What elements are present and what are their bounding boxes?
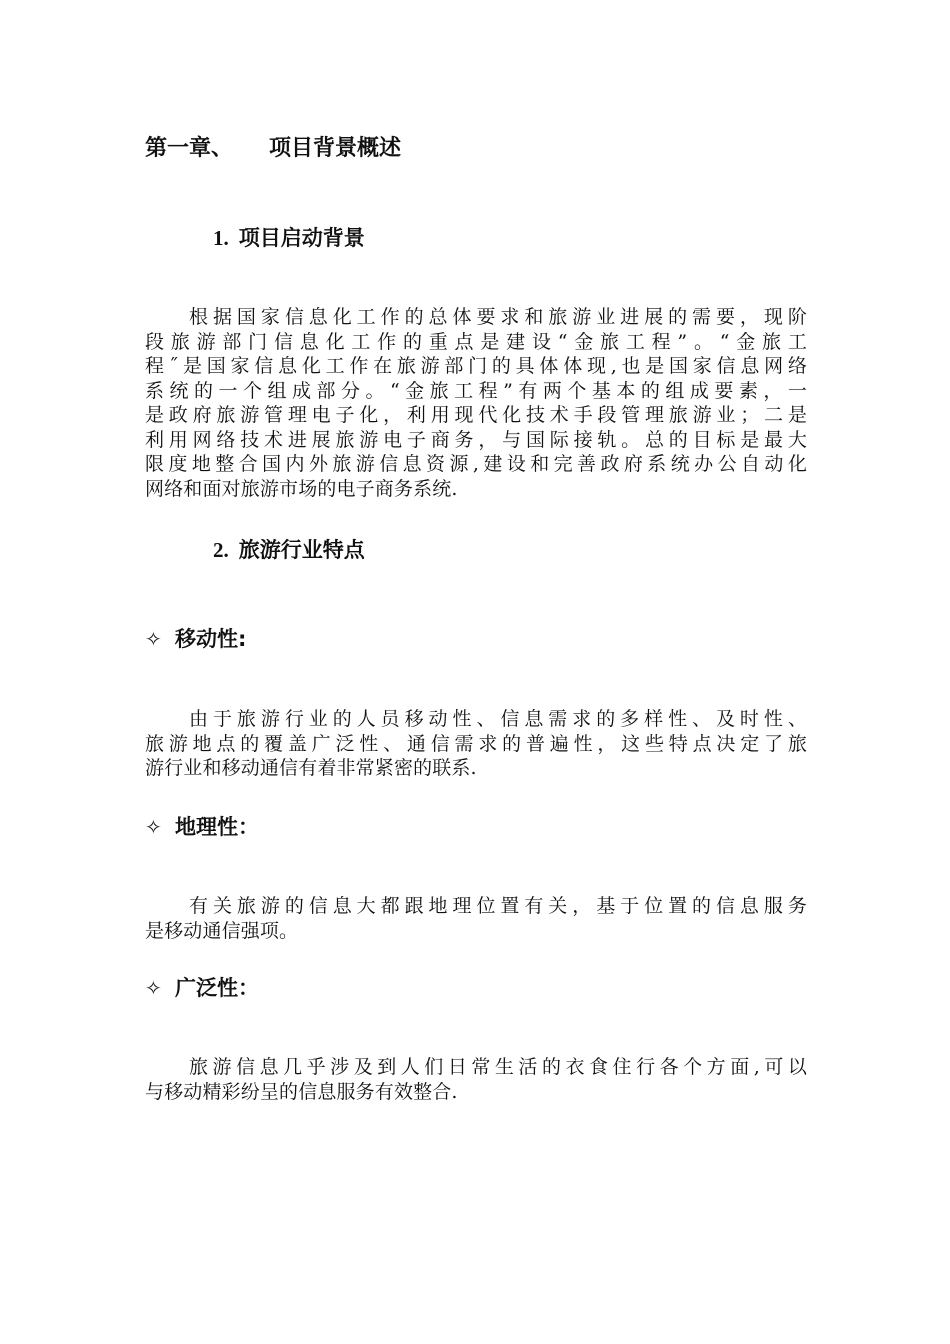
section-number: 2. — [213, 538, 229, 562]
paragraph-line: 系统的一个组成部分。“金旅工程”有两个基本的组成要素，一 — [145, 379, 807, 402]
chapter-title: 项目背景概述 — [269, 136, 402, 161]
section-heading-2 — [213, 535, 365, 565]
paragraph-line: 程˝是国家信息化工作在旅游部门的具体体现,也是国家信息网络 — [145, 355, 807, 377]
section-title: 旅游行业特点 — [238, 538, 365, 562]
paragraph-line: 旅游信息几乎涉及到人们日常生活的衣食住行各个方面,可以 — [189, 1056, 807, 1078]
feature-title: 移动性: — [175, 627, 247, 651]
diamond-bullet-icon: ✧ — [145, 627, 162, 651]
geography-paragraph — [145, 894, 807, 943]
feature-heading-geography — [145, 812, 259, 842]
paragraph-line: 与移动精彩纷呈的信息服务有效整合. — [145, 1080, 458, 1103]
paragraph-line: 由于旅游行业的人员移动性、信息需求的多样性、及时性、 — [189, 708, 807, 730]
paragraph-line: 有关旅游的信息大都跟地理位置有关，基于位置的信息服务 — [189, 895, 807, 917]
paragraph-line: 是移动通信强项。 — [145, 919, 299, 942]
paragraph-line: 根据国家信息化工作的总体要求和旅游业进展的需要，现阶 — [189, 306, 807, 328]
paragraph-line: 旅游地点的覆盖广泛性、通信需求的普遍性，这些特点决定了旅 — [145, 732, 807, 755]
paragraph-line: 是政府旅游管理电子化，利用现代化技术手段管理旅游业；二是 — [145, 404, 807, 426]
chapter-label: 第一章、 — [145, 136, 234, 161]
diamond-bullet-icon: ✧ — [145, 976, 162, 1000]
section-title: 项目启动背景 — [238, 226, 365, 250]
chapter-heading — [145, 133, 401, 165]
intro-paragraph — [145, 305, 807, 501]
paragraph-line: 利用网络技术进展旅游电子商务，与国际接轨。总的目标是最大 — [145, 428, 807, 451]
section-heading-1 — [213, 223, 365, 253]
paragraph-line: 游行业和移动通信有着非常紧密的联系. — [145, 757, 477, 779]
paragraph-line: 段旅游部门信息化工作的重点是建设“金旅工程”。“金旅工 — [145, 330, 807, 353]
diamond-bullet-icon: ✧ — [145, 815, 162, 839]
feature-title: 广泛性： — [175, 976, 259, 1000]
paragraph-line: 限度地整合国内外旅游信息资源,建设和完善政府系统办公自动化 — [145, 453, 807, 475]
feature-heading-breadth — [145, 973, 259, 1003]
paragraph-line: 网络和面对旅游市场的电子商务系统. — [145, 477, 458, 500]
feature-title: 地理性： — [175, 815, 259, 839]
feature-heading-mobility — [145, 624, 246, 654]
breadth-paragraph — [145, 1055, 807, 1104]
mobility-paragraph — [145, 707, 807, 781]
section-number: 1. — [213, 226, 229, 250]
